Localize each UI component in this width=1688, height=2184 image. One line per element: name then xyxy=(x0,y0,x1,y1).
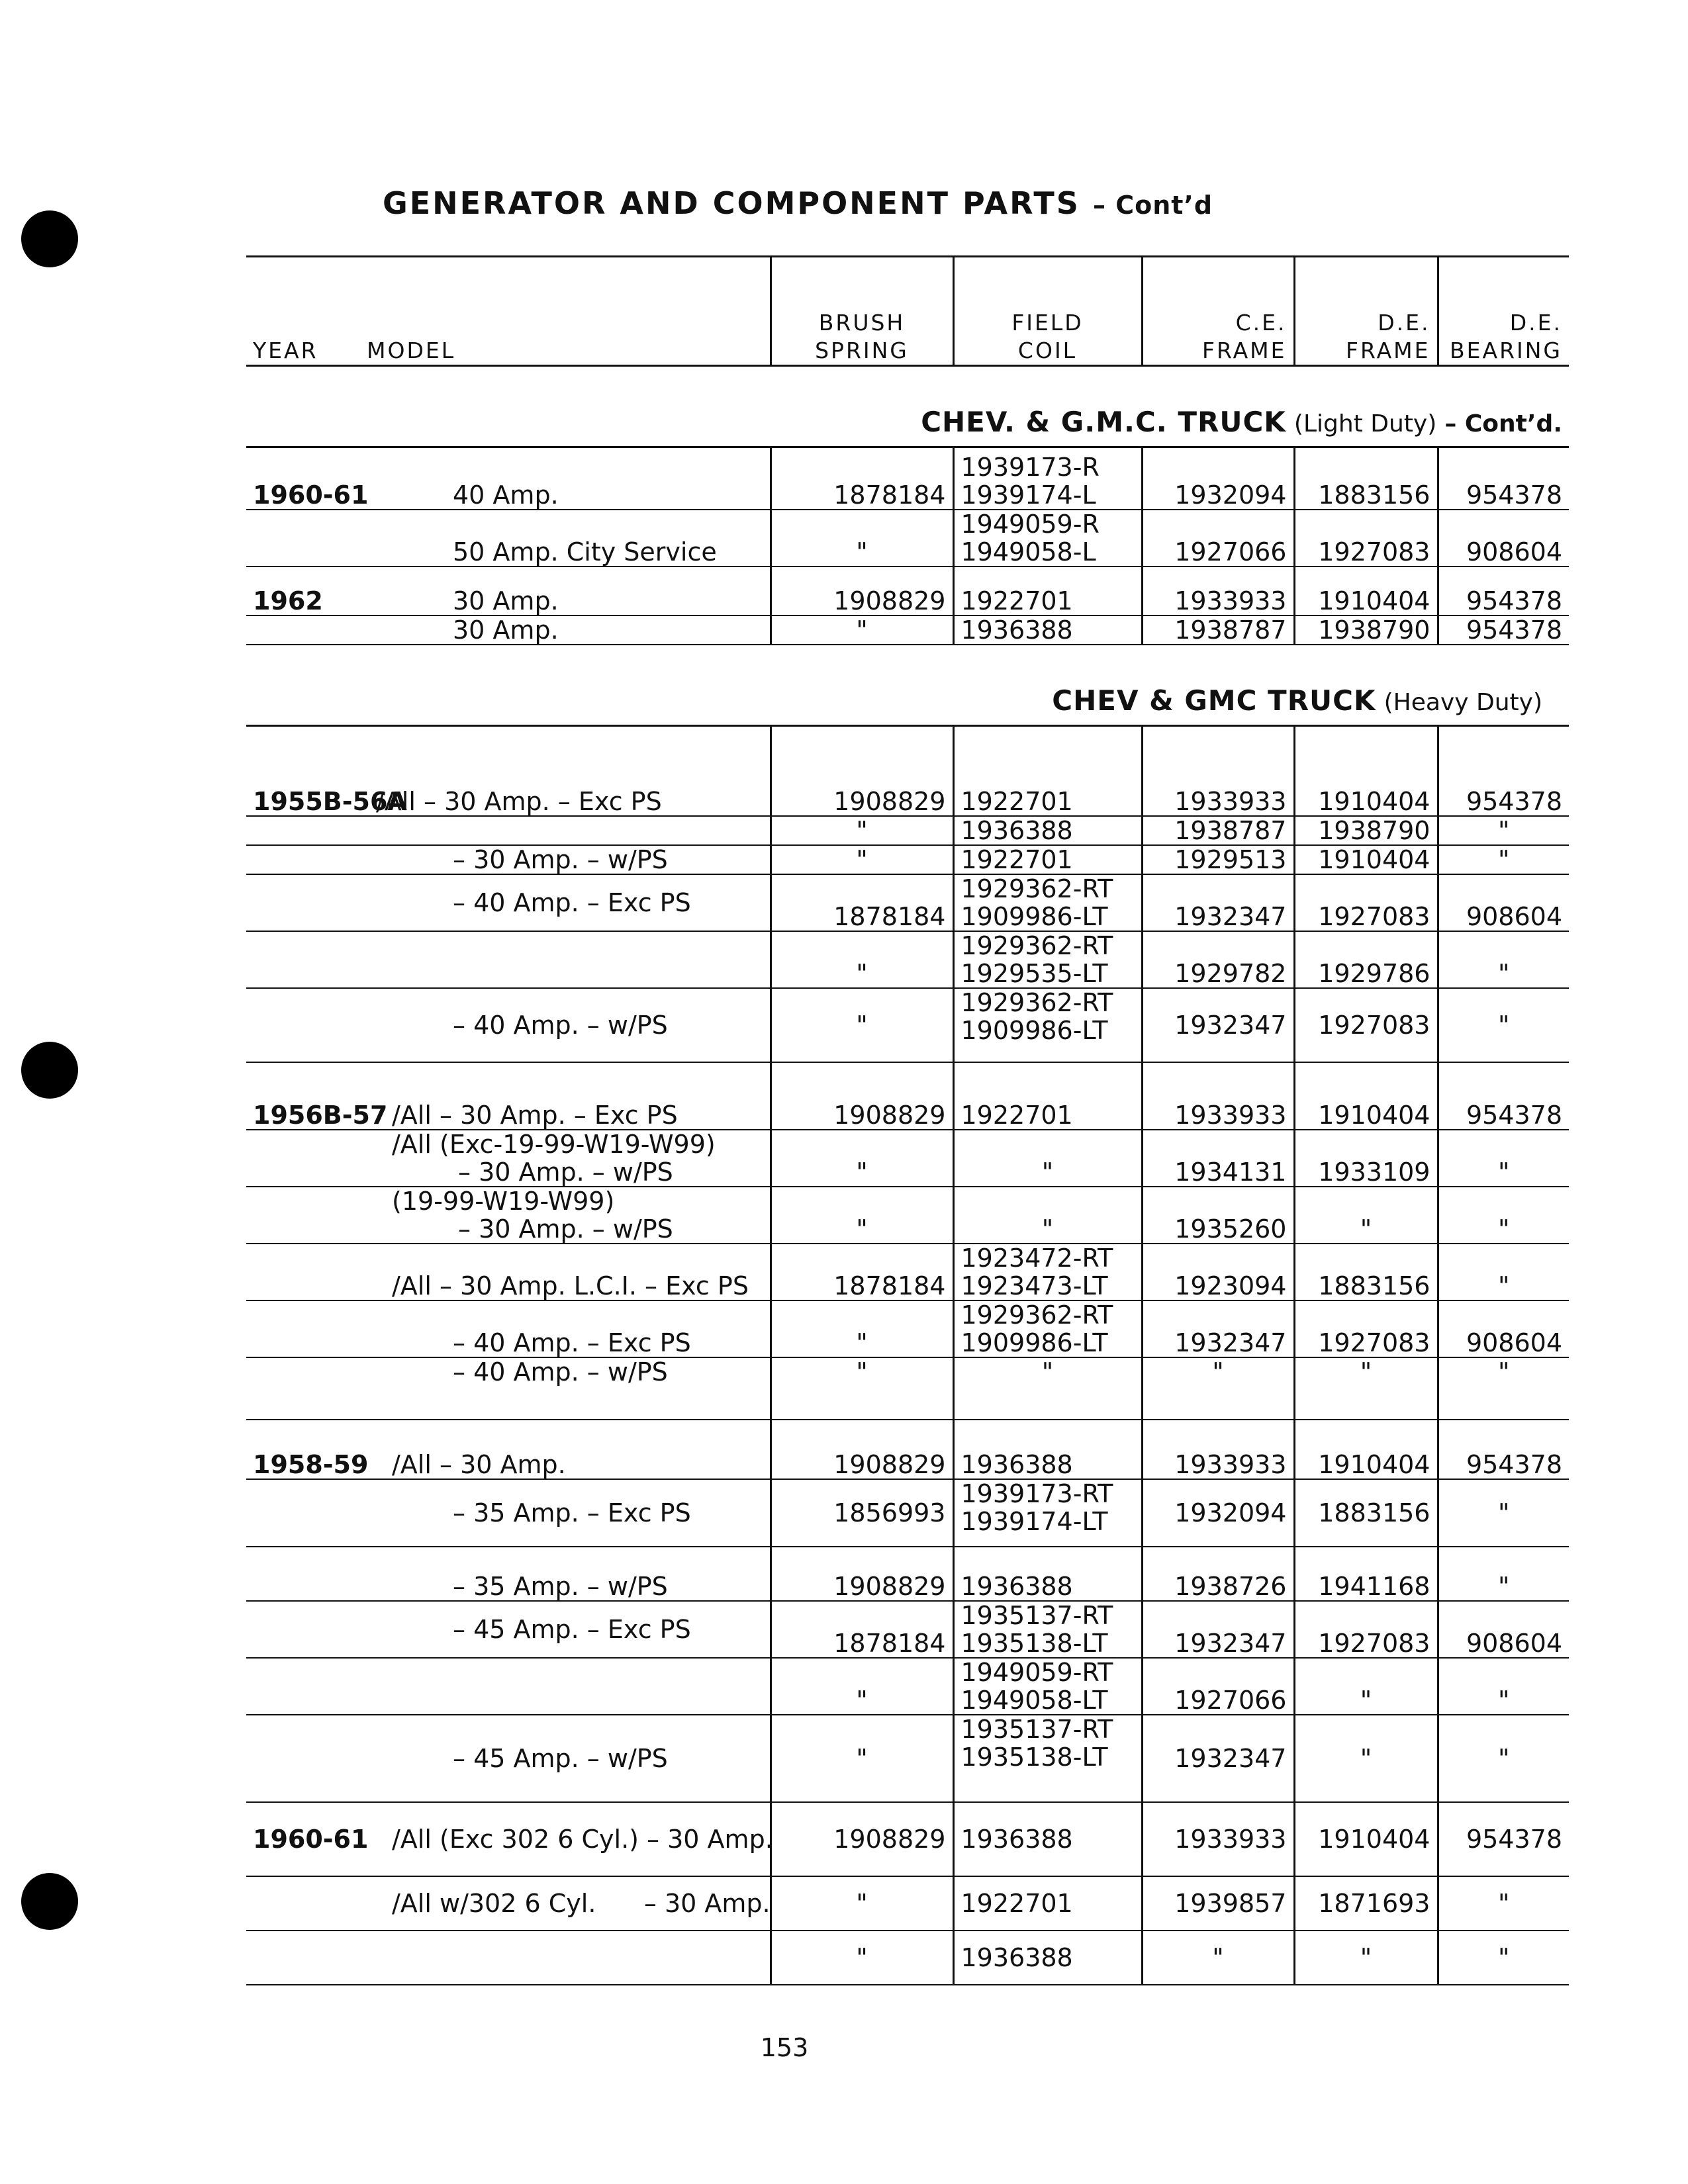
page-title xyxy=(0,185,1642,221)
cell-de-bearing: 954378 xyxy=(1438,447,1569,510)
table-row xyxy=(246,1300,1569,1357)
model-line-1: (19-99-W19-W99) xyxy=(392,1187,615,1216)
cell-brush-spring: " xyxy=(771,510,953,567)
cell-model: /All – 30 Amp. L.C.I. – Exc PS xyxy=(360,1244,771,1300)
cell-model: – 45 Amp. – w/PS xyxy=(360,1715,771,1802)
cell-field-coil: 1939173-RT 1939174-LT xyxy=(953,1479,1142,1547)
col-header-year: YEAR xyxy=(246,257,360,366)
cell-de-frame: 1938790 xyxy=(1294,615,1438,645)
cell-brush-spring: 1878184 xyxy=(771,447,953,510)
table-row xyxy=(246,726,1569,788)
cell-brush-spring: 1878184 xyxy=(771,874,953,931)
cell-de-frame: 1910404 xyxy=(1294,788,1438,816)
table-row xyxy=(246,1547,1569,1601)
binder-hole-middle xyxy=(21,1042,78,1099)
cell-ce-frame: 1938787 xyxy=(1142,816,1294,845)
cell-model: – 30 Amp. – w/PS xyxy=(360,845,771,874)
cell-model: 40 Amp. xyxy=(360,447,771,510)
cell-field-coil: 1922701 xyxy=(953,845,1142,874)
cell-year: 1960-61 xyxy=(246,447,360,510)
cell-year xyxy=(246,874,360,931)
cell-brush-spring: " xyxy=(771,988,953,1062)
cell-field-coil: 1936388 xyxy=(953,615,1142,645)
cell-de-bearing: 908604 xyxy=(1438,874,1569,931)
cell-de-bearing: " xyxy=(1438,1931,1569,1985)
model-line-2: – 30 Amp. – w/PS xyxy=(458,1214,673,1244)
cell-de-bearing: 954378 xyxy=(1438,788,1569,816)
cell-year xyxy=(246,931,360,988)
cell-year: 1955B-56A xyxy=(246,788,360,816)
table-row xyxy=(246,615,1569,645)
cell-de-bearing: " xyxy=(1438,988,1569,1062)
cell-de-frame: " xyxy=(1294,1931,1438,1985)
cell-year xyxy=(246,615,360,645)
page-number: 153 xyxy=(760,2033,809,2062)
cell-de-bearing: " xyxy=(1438,1130,1569,1187)
cell-model: – 40 Amp. – Exc PS xyxy=(360,874,771,931)
cell-de-frame: 1927083 xyxy=(1294,874,1438,931)
section-title-heavy-duty: CHEV & GMC TRUCK (Heavy Duty) xyxy=(246,645,1569,726)
cell-de-bearing: " xyxy=(1438,845,1569,874)
cell-ce-frame: 1932347 xyxy=(1142,874,1294,931)
cell-field-coil: " xyxy=(953,1187,1142,1244)
cell-model: /All – 30 Amp. – Exc PS xyxy=(360,788,771,816)
model-line-1: /All (Exc-19-99-W19-W99) xyxy=(392,1130,716,1159)
table-header-row xyxy=(246,257,1569,366)
cell-de-frame: 1883156 xyxy=(1294,1479,1438,1547)
cell-ce-frame: 1932347 xyxy=(1142,1601,1294,1658)
cell-brush-spring: " xyxy=(771,615,953,645)
cell-de-frame: 1938790 xyxy=(1294,816,1438,845)
parts-table xyxy=(246,255,1569,1985)
cell-year xyxy=(246,1479,360,1547)
cell-model: – 35 Amp. – Exc PS xyxy=(360,1479,771,1547)
cell-brush-spring: 1908829 xyxy=(771,788,953,816)
cell-year xyxy=(246,1244,360,1300)
model-line-2: – 30 Amp. – w/PS xyxy=(458,1158,673,1187)
cell-year xyxy=(246,1300,360,1357)
table-row xyxy=(246,567,1569,615)
cell-year xyxy=(246,1876,360,1931)
cell-de-bearing: 954378 xyxy=(1438,615,1569,645)
cell-ce-frame: 1933933 xyxy=(1142,567,1294,615)
table-row xyxy=(246,1062,1569,1130)
section-light-duty xyxy=(246,366,1569,447)
cell-de-frame: " xyxy=(1294,1658,1438,1715)
table-row xyxy=(246,1187,1569,1244)
col-header-de-bearing: D.E. BEARING xyxy=(1438,257,1569,366)
cell-model xyxy=(360,1658,771,1715)
cell-field-coil: 1936388 xyxy=(953,1547,1142,1601)
col-header-model: MODEL xyxy=(360,257,771,366)
binder-hole-bottom xyxy=(21,1873,78,1930)
cell-de-frame: 1910404 xyxy=(1294,1062,1438,1130)
cell-ce-frame: 1939857 xyxy=(1142,1876,1294,1931)
cell-de-bearing: " xyxy=(1438,1357,1569,1420)
cell-de-bearing: 954378 xyxy=(1438,1062,1569,1130)
cell-ce-frame: 1933933 xyxy=(1142,788,1294,816)
col-header-brush-spring: BRUSH SPRING xyxy=(771,257,953,366)
cell-de-frame: 1883156 xyxy=(1294,447,1438,510)
table-row xyxy=(246,1601,1569,1658)
cell-ce-frame: 1932094 xyxy=(1142,1479,1294,1547)
cell-brush-spring: " xyxy=(771,1357,953,1420)
cell-model: /All – 30 Amp. – Exc PS xyxy=(360,1062,771,1130)
cell-brush-spring: 1856993 xyxy=(771,1479,953,1547)
cell-field-coil: 1922701 xyxy=(953,788,1142,816)
page-title-text: GENERATOR AND COMPONENT PARTS xyxy=(382,185,1080,221)
cell-de-bearing: " xyxy=(1438,1658,1569,1715)
cell-brush-spring: 1878184 xyxy=(771,1601,953,1658)
cell-model: – 40 Amp. – w/PS xyxy=(360,988,771,1062)
table-row xyxy=(246,874,1569,931)
cell-de-bearing: 908604 xyxy=(1438,1601,1569,1658)
cell-field-coil: 1939173-R 1939174-L xyxy=(953,447,1142,510)
cell-de-bearing: 908604 xyxy=(1438,1300,1569,1357)
cell-de-bearing: 954378 xyxy=(1438,1420,1569,1479)
table-row xyxy=(246,816,1569,845)
cell-de-frame: 1927083 xyxy=(1294,1601,1438,1658)
table-row xyxy=(246,1931,1569,1985)
cell-ce-frame: " xyxy=(1142,1931,1294,1985)
col-header-field-coil: FIELD COIL xyxy=(953,257,1142,366)
cell-year xyxy=(246,1601,360,1658)
cell-de-bearing: 954378 xyxy=(1438,1802,1569,1876)
cell-field-coil: 1936388 xyxy=(953,816,1142,845)
table-row xyxy=(246,510,1569,567)
cell-ce-frame: 1927066 xyxy=(1142,510,1294,567)
cell-brush-spring: " xyxy=(771,845,953,874)
cell-de-frame: 1941168 xyxy=(1294,1547,1438,1601)
cell-brush-spring: " xyxy=(771,1715,953,1802)
cell-brush-spring: " xyxy=(771,1931,953,1985)
cell-brush-spring: " xyxy=(771,1300,953,1357)
table-row xyxy=(246,1876,1569,1931)
cell-ce-frame: 1932347 xyxy=(1142,1715,1294,1802)
cell-ce-frame: 1935260 xyxy=(1142,1187,1294,1244)
cell-de-frame: " xyxy=(1294,1187,1438,1244)
cell-field-coil: 1929362-RT 1909986-LT xyxy=(953,1300,1142,1357)
cell-brush-spring: 1908829 xyxy=(771,1547,953,1601)
cell-field-coil: 1936388 xyxy=(953,1802,1142,1876)
cell-field-coil: 1935137-RT 1935138-LT xyxy=(953,1601,1142,1658)
cell-ce-frame: 1929782 xyxy=(1142,931,1294,988)
cell-year: 1960-61 xyxy=(246,1802,360,1876)
cell-year: 1956B-57 xyxy=(246,1062,360,1130)
cell-de-frame: 1927083 xyxy=(1294,988,1438,1062)
cell-de-bearing: " xyxy=(1438,1187,1569,1244)
section-title-light-duty: CHEV. & G.M.C. TRUCK (Light Duty) – Cont’d. xyxy=(246,366,1569,447)
cell-field-coil: " xyxy=(953,1357,1142,1420)
cell-field-coil: 1936388 xyxy=(953,1931,1142,1985)
page-title-suffix: – Cont’d xyxy=(1092,191,1213,220)
table-row xyxy=(246,1357,1569,1420)
cell-de-frame: 1883156 xyxy=(1294,1244,1438,1300)
cell-model xyxy=(360,931,771,988)
cell-ce-frame: " xyxy=(1142,1357,1294,1420)
cell-brush-spring: " xyxy=(771,1876,953,1931)
cell-de-frame: 1871693 xyxy=(1294,1876,1438,1931)
table-row xyxy=(246,988,1569,1062)
cell-de-bearing: " xyxy=(1438,1479,1569,1547)
cell-brush-spring: 1908829 xyxy=(771,567,953,615)
cell-de-bearing: 954378 xyxy=(1438,567,1569,615)
table-row xyxy=(246,788,1569,816)
cell-model xyxy=(360,1931,771,1985)
cell-brush-spring: " xyxy=(771,816,953,845)
cell-field-coil: 1929362-RT 1909986-LT xyxy=(953,874,1142,931)
cell-year: 1958-59 xyxy=(246,1420,360,1479)
cell-field-coil: 1949059-R 1949058-L xyxy=(953,510,1142,567)
cell-year xyxy=(246,1931,360,1985)
table-row xyxy=(246,1479,1569,1547)
cell-de-frame: 1927083 xyxy=(1294,510,1438,567)
cell-field-coil: 1922701 xyxy=(953,1876,1142,1931)
cell-field-coil: 1935137-RT 1935138-LT xyxy=(953,1715,1142,1802)
cell-field-coil: " xyxy=(953,1130,1142,1187)
cell-brush-spring: " xyxy=(771,931,953,988)
cell-model xyxy=(360,1187,771,1244)
cell-ce-frame: 1929513 xyxy=(1142,845,1294,874)
cell-model: 50 Amp. City Service xyxy=(360,510,771,567)
cell-year xyxy=(246,1547,360,1601)
col-header-ce-frame: C.E. FRAME xyxy=(1142,257,1294,366)
cell-field-coil: 1929362-RT 1909986-LT xyxy=(953,988,1142,1062)
cell-year xyxy=(246,1130,360,1187)
table-row xyxy=(246,1420,1569,1479)
cell-de-bearing: " xyxy=(1438,1244,1569,1300)
cell-ce-frame: 1933933 xyxy=(1142,1420,1294,1479)
cell-field-coil: 1949059-RT 1949058-LT xyxy=(953,1658,1142,1715)
cell-de-bearing: " xyxy=(1438,1876,1569,1931)
table-row xyxy=(246,1244,1569,1300)
cell-model: – 45 Amp. – Exc PS xyxy=(360,1601,771,1658)
cell-de-frame: 1910404 xyxy=(1294,567,1438,615)
cell-brush-spring: " xyxy=(771,1130,953,1187)
cell-brush-spring: 1908829 xyxy=(771,1062,953,1130)
cell-brush-spring: " xyxy=(771,1187,953,1244)
cell-brush-spring: 1908829 xyxy=(771,1802,953,1876)
cell-brush-spring: 1878184 xyxy=(771,1244,953,1300)
cell-year xyxy=(246,510,360,567)
cell-model xyxy=(360,1130,771,1187)
cell-ce-frame: 1933933 xyxy=(1142,1802,1294,1876)
cell-model: /All (Exc 302 6 Cyl.) – 30 Amp. xyxy=(360,1802,771,1876)
cell-field-coil: 1922701 xyxy=(953,567,1142,615)
cell-ce-frame: 1934131 xyxy=(1142,1130,1294,1187)
cell-brush-spring: 1908829 xyxy=(771,1420,953,1479)
cell-model: /All – 30 Amp. xyxy=(360,1420,771,1479)
cell-ce-frame: 1923094 xyxy=(1142,1244,1294,1300)
cell-year xyxy=(246,816,360,845)
cell-ce-frame: 1932094 xyxy=(1142,447,1294,510)
cell-ce-frame: 1938726 xyxy=(1142,1547,1294,1601)
cell-ce-frame: 1932347 xyxy=(1142,988,1294,1062)
table-row xyxy=(246,1802,1569,1876)
table-row xyxy=(246,931,1569,988)
cell-de-frame: " xyxy=(1294,1357,1438,1420)
cell-de-frame: 1910404 xyxy=(1294,1802,1438,1876)
cell-ce-frame: 1933933 xyxy=(1142,1062,1294,1130)
section-heavy-duty xyxy=(246,645,1569,726)
cell-model xyxy=(360,816,771,845)
cell-year xyxy=(246,1715,360,1802)
cell-brush-spring: " xyxy=(771,1658,953,1715)
cell-de-bearing: " xyxy=(1438,1547,1569,1601)
cell-model: 30 Amp. xyxy=(360,615,771,645)
cell-model: – 40 Amp. – w/PS xyxy=(360,1357,771,1420)
table-row xyxy=(246,447,1569,510)
cell-year xyxy=(246,1658,360,1715)
cell-year xyxy=(246,1357,360,1420)
table-row xyxy=(246,845,1569,874)
cell-de-frame: " xyxy=(1294,1715,1438,1802)
table-row xyxy=(246,1715,1569,1802)
cell-field-coil: 1936388 xyxy=(953,1420,1142,1479)
cell-de-frame: 1910404 xyxy=(1294,1420,1438,1479)
table-row xyxy=(246,1658,1569,1715)
cell-de-bearing: 908604 xyxy=(1438,510,1569,567)
cell-ce-frame: 1927066 xyxy=(1142,1658,1294,1715)
cell-field-coil: 1922701 xyxy=(953,1062,1142,1130)
cell-ce-frame: 1932347 xyxy=(1142,1300,1294,1357)
table-row xyxy=(246,1130,1569,1187)
cell-model: – 35 Amp. – w/PS xyxy=(360,1547,771,1601)
cell-de-frame: 1933109 xyxy=(1294,1130,1438,1187)
cell-field-coil: 1923472-RT 1923473-LT xyxy=(953,1244,1142,1300)
cell-model: 30 Amp. xyxy=(360,567,771,615)
cell-de-frame: 1910404 xyxy=(1294,845,1438,874)
cell-de-bearing: " xyxy=(1438,1715,1569,1802)
col-header-de-frame: D.E. FRAME xyxy=(1294,257,1438,366)
cell-de-bearing: " xyxy=(1438,816,1569,845)
cell-model: – 40 Amp. – Exc PS xyxy=(360,1300,771,1357)
cell-year: 1962 xyxy=(246,567,360,615)
cell-model: /All w/302 6 Cyl. – 30 Amp. xyxy=(360,1876,771,1931)
cell-year xyxy=(246,845,360,874)
cell-de-frame: 1929786 xyxy=(1294,931,1438,988)
cell-year xyxy=(246,1187,360,1244)
cell-ce-frame: 1938787 xyxy=(1142,615,1294,645)
cell-de-bearing: " xyxy=(1438,931,1569,988)
cell-field-coil: 1929362-RT 1929535-LT xyxy=(953,931,1142,988)
cell-de-frame: 1927083 xyxy=(1294,1300,1438,1357)
cell-year xyxy=(246,988,360,1062)
